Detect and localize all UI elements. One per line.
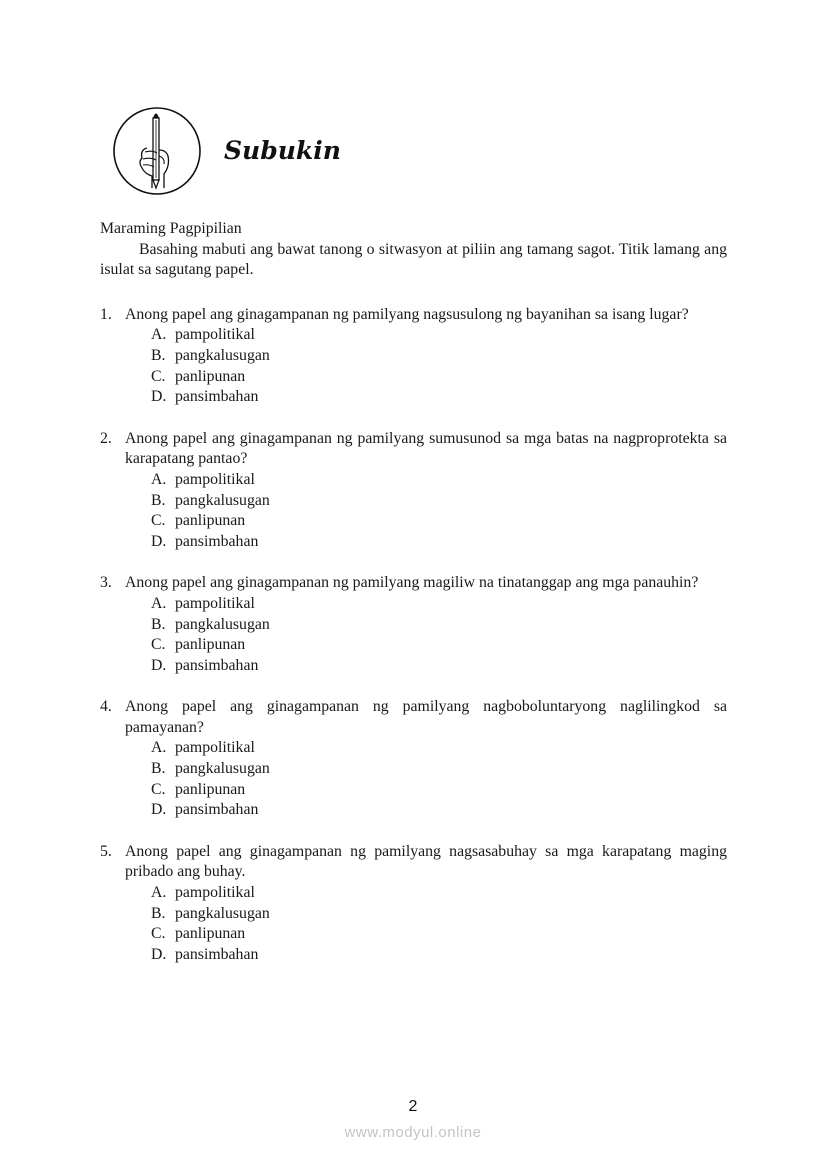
page-number: 2 bbox=[408, 1098, 418, 1115]
choice-text: panlipunan bbox=[175, 925, 246, 943]
choice-list bbox=[100, 325, 727, 407]
choice-letter: C. bbox=[151, 636, 166, 654]
choice-list bbox=[100, 738, 727, 820]
choice-b bbox=[151, 615, 727, 636]
choice-letter: D. bbox=[151, 656, 167, 674]
choice-letter: A. bbox=[151, 594, 167, 612]
choice-letter: D. bbox=[151, 388, 167, 406]
choice-text: pangkalusugan bbox=[175, 491, 270, 509]
choice-text: panlipunan bbox=[175, 367, 246, 385]
choice-letter: D. bbox=[151, 945, 167, 963]
question-item bbox=[100, 305, 727, 408]
choice-text: panlipunan bbox=[175, 780, 246, 798]
question-number: 1. bbox=[100, 305, 112, 323]
choice-list bbox=[100, 470, 727, 552]
choice-text: pangkalusugan bbox=[175, 904, 270, 922]
choice-letter: D. bbox=[151, 801, 167, 819]
choice-letter: A. bbox=[151, 884, 167, 902]
choice-letter: B. bbox=[151, 346, 166, 364]
choice-a bbox=[151, 594, 727, 615]
choice-letter: C. bbox=[151, 512, 166, 530]
choice-text: panlipunan bbox=[175, 636, 246, 654]
choice-letter: B. bbox=[151, 615, 166, 633]
choice-letter: A. bbox=[151, 739, 167, 757]
choice-c bbox=[151, 511, 727, 532]
choice-a bbox=[151, 738, 727, 759]
choice-c bbox=[151, 780, 727, 801]
choice-text: pampolitikal bbox=[175, 594, 255, 612]
choice-b bbox=[151, 346, 727, 367]
choice-c bbox=[151, 924, 727, 945]
watermark: www.modyul.online bbox=[344, 1124, 482, 1141]
question-text: Anong papel ang ginagampanan ng pamilyang nagsusulong ng bayanihan sa isang lugar? bbox=[125, 305, 689, 323]
choice-letter: C. bbox=[151, 925, 166, 943]
choice-d bbox=[151, 945, 727, 966]
choice-text: pangkalusugan bbox=[175, 346, 270, 364]
question-item bbox=[100, 697, 727, 821]
question-item bbox=[100, 573, 727, 676]
choice-list bbox=[100, 883, 727, 965]
choice-text: panlipunan bbox=[175, 512, 246, 530]
hand-holding-pencil-icon bbox=[112, 106, 202, 196]
choice-letter: C. bbox=[151, 367, 166, 385]
choice-c bbox=[151, 635, 727, 656]
section-title: Subukin bbox=[224, 136, 341, 165]
choice-text: pangkalusugan bbox=[175, 760, 270, 778]
choice-letter: A. bbox=[151, 326, 167, 344]
question-number: 3. bbox=[100, 574, 112, 592]
choice-d bbox=[151, 800, 727, 821]
question-item bbox=[100, 842, 727, 966]
choice-list bbox=[100, 594, 727, 676]
choice-letter: C. bbox=[151, 780, 166, 798]
choice-d bbox=[151, 532, 727, 553]
choice-text: pampolitikal bbox=[175, 470, 255, 488]
choice-a bbox=[151, 883, 727, 904]
choice-letter: B. bbox=[151, 491, 166, 509]
choice-text: pangkalusugan bbox=[175, 615, 270, 633]
choice-letter: B. bbox=[151, 760, 166, 778]
question-number: 2. bbox=[100, 429, 112, 447]
choice-d bbox=[151, 656, 727, 677]
choice-d bbox=[151, 387, 727, 408]
instructions: Basahing mabuti ang bawat tanong o sitwasyon at piliin ang tamang sagot. Titik lamang ang isulat sa sagutang papel. bbox=[100, 240, 727, 279]
question-number: 4. bbox=[100, 698, 112, 716]
choice-letter: A. bbox=[151, 470, 167, 488]
choice-text: pampolitikal bbox=[175, 884, 255, 902]
choice-text: pansimbahan bbox=[175, 532, 259, 550]
choice-text: pampolitikal bbox=[175, 326, 255, 344]
choice-a bbox=[151, 325, 727, 346]
choice-text: pansimbahan bbox=[175, 388, 259, 406]
question-text: Anong papel ang ginagampanan ng pamilyang sumusunod sa mga batas na nagproprotekta sa karapatang pantao? bbox=[125, 429, 727, 468]
choice-text: pampolitikal bbox=[175, 739, 255, 757]
section-heading: Maraming Pagpipilian bbox=[100, 220, 242, 237]
choice-b bbox=[151, 904, 727, 925]
question-item bbox=[100, 429, 727, 553]
choice-b bbox=[151, 491, 727, 512]
choice-letter: D. bbox=[151, 532, 167, 550]
question-text: Anong papel ang ginagampanan ng pamilyang nagboboluntaryong naglilingkod sa pamayanan? bbox=[125, 698, 727, 736]
choice-letter: B. bbox=[151, 904, 166, 922]
choice-text: pansimbahan bbox=[175, 801, 259, 819]
question-number: 5. bbox=[100, 842, 112, 860]
question-text: Anong papel ang ginagampanan ng pamilyang magiliw na tinatanggap ang mga panauhin? bbox=[125, 574, 699, 592]
quiz-content bbox=[100, 219, 727, 965]
question-text: Anong papel ang ginagampanan ng pamilyang nagsasabuhay sa mga karapatang maging pribado ang buhay. bbox=[125, 842, 727, 881]
choice-text: pansimbahan bbox=[175, 656, 259, 674]
choice-a bbox=[151, 470, 727, 491]
choice-text: pansimbahan bbox=[175, 945, 259, 963]
choice-c bbox=[151, 367, 727, 388]
section-header bbox=[112, 106, 512, 196]
choice-b bbox=[151, 759, 727, 780]
